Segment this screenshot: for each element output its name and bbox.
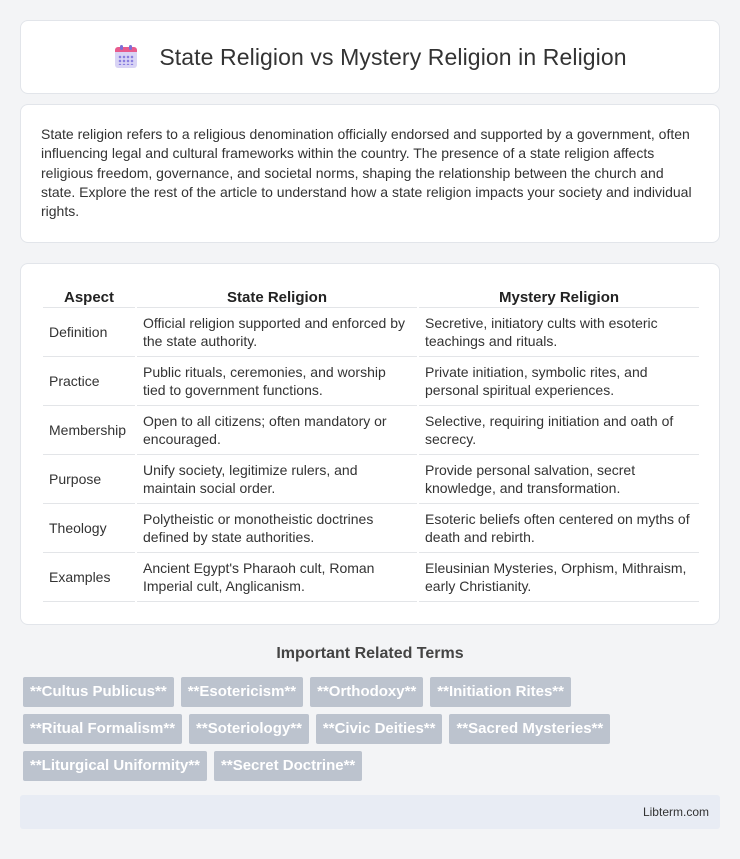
comparison-table (41, 284, 701, 602)
related-term-tag[interactable]: **Civic Deities** (316, 714, 443, 744)
row-mystery-religion: Selective, requiring initiation and oath of secrecy. (419, 406, 699, 455)
row-state-religion: Ancient Egypt's Pharaoh cult, Roman Imperial cult, Anglicanism. (137, 553, 417, 602)
footer (20, 795, 720, 829)
header-aspect: Aspect (43, 284, 135, 308)
row-aspect: Purpose (43, 455, 135, 504)
row-mystery-religion: Eleusinian Mysteries, Orphism, Mithraism, early Christianity. (419, 553, 699, 602)
table-row (43, 357, 699, 406)
comparison-card (20, 263, 720, 625)
row-state-religion: Public rituals, ceremonies, and worship tied to government functions. (137, 357, 417, 406)
header-state-religion: State Religion (137, 284, 417, 308)
related-term-tag[interactable]: **Initiation Rites** (430, 677, 571, 707)
calendar-icon (113, 44, 139, 70)
row-state-religion: Open to all citizens; often mandatory or encouraged. (137, 406, 417, 455)
related-term-tag[interactable]: **Cultus Publicus** (23, 677, 174, 707)
row-mystery-religion: Provide personal salvation, secret knowledge, and transformation. (419, 455, 699, 504)
row-mystery-religion: Esoteric beliefs often centered on myths of death and rebirth. (419, 504, 699, 553)
footer-brand-link[interactable]: Libterm.com (642, 805, 709, 819)
row-state-religion: Unify society, legitimize rulers, and maintain social order. (137, 455, 417, 504)
related-term-tag[interactable]: **Sacred Mysteries** (449, 714, 610, 744)
related-term-tag[interactable]: **Orthodoxy** (310, 677, 423, 707)
table-header-row (43, 284, 699, 308)
row-aspect: Membership (43, 406, 135, 455)
header-card (20, 20, 720, 94)
row-aspect: Practice (43, 357, 135, 406)
related-term-tag[interactable]: **Soteriology** (189, 714, 309, 744)
page-title: State Religion vs Mystery Religion in Religion (159, 43, 627, 70)
row-mystery-religion: Private initiation, symbolic rites, and personal spiritual experiences. (419, 357, 699, 406)
row-aspect: Theology (43, 504, 135, 553)
related-term-tag[interactable]: **Liturgical Uniformity** (23, 751, 207, 781)
table-row (43, 308, 699, 357)
related-term-tag[interactable]: **Ritual Formalism** (23, 714, 182, 744)
row-mystery-religion: Secretive, initiatory cults with esoteric teachings and rituals. (419, 308, 699, 357)
row-aspect: Definition (43, 308, 135, 357)
related-terms-list (23, 677, 723, 781)
intro-card (20, 104, 720, 243)
title-wrap (113, 44, 626, 71)
table-row (43, 553, 699, 602)
row-aspect: Examples (43, 553, 135, 602)
intro-paragraph: State religion refers to a religious denomination officially endorsed and supported by a government, often influencing legal and cultural frameworks within the country. The presence of a state religion affects religious freedom, governance, and societal norms, shaping the relationship between the church and state. Explore the rest of the article to understand how a state religion impacts your society and individual rights. (41, 126, 692, 220)
table-row (43, 455, 699, 504)
related-terms-title: Important Related Terms (276, 645, 464, 662)
header-mystery-religion: Mystery Religion (419, 284, 699, 308)
related-term-tag[interactable]: **Esotericism** (181, 677, 303, 707)
row-state-religion: Official religion supported and enforced by the state authority. (137, 308, 417, 357)
table-row (43, 406, 699, 455)
row-state-religion: Polytheistic or monotheistic doctrines defined by state authorities. (137, 504, 417, 553)
table-row (43, 504, 699, 553)
related-term-tag[interactable]: **Secret Doctrine** (214, 751, 362, 781)
